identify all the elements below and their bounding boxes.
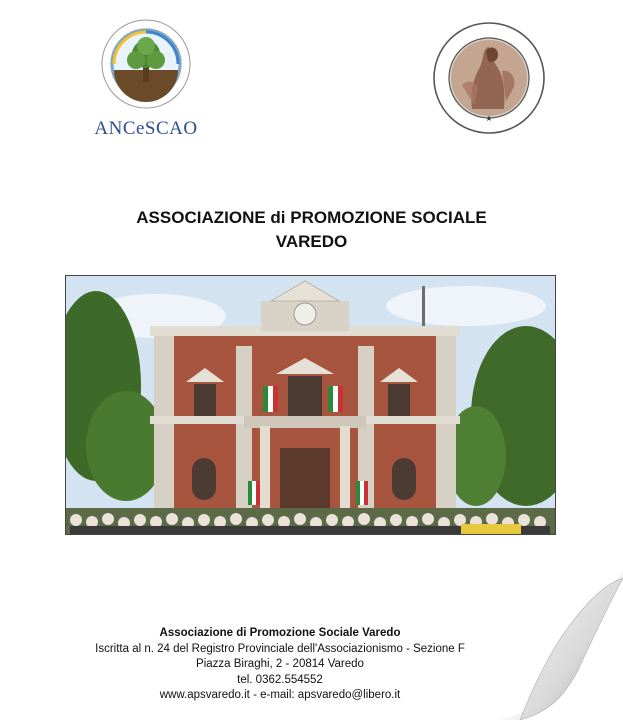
sculpture-seal-icon	[432, 21, 546, 135]
contact-footer	[60, 626, 500, 704]
ancescao-brand: ANCeSCAO	[94, 118, 198, 139]
footer-org-name: Associazione di Promozione Sociale Varedo	[159, 627, 401, 639]
title-line-1: ASSOCIAZIONE di PROMOZIONE SOCIALE	[136, 208, 487, 227]
villa-with-crowd-photo	[65, 275, 556, 535]
footer-address: Piazza Biraghi, 2 - 20814 Varedo	[196, 658, 364, 670]
page-curl-icon	[480, 570, 623, 720]
footer-contacts: www.apsvaredo.it - e-mail: apsvaredo@libero.it	[159, 689, 401, 701]
footer-registry: Iscritta al n. 24 del Registro Provinciale dell'Associazionismo - Sezione F	[95, 642, 465, 655]
title-line-2: VAREDO	[275, 232, 348, 251]
page-title	[60, 206, 563, 254]
tree-icon	[100, 18, 192, 110]
svg-text:★: ★	[485, 114, 493, 123]
footer-phone: tel. 0362.554552	[237, 673, 323, 686]
ancescao-logo	[86, 18, 206, 143]
